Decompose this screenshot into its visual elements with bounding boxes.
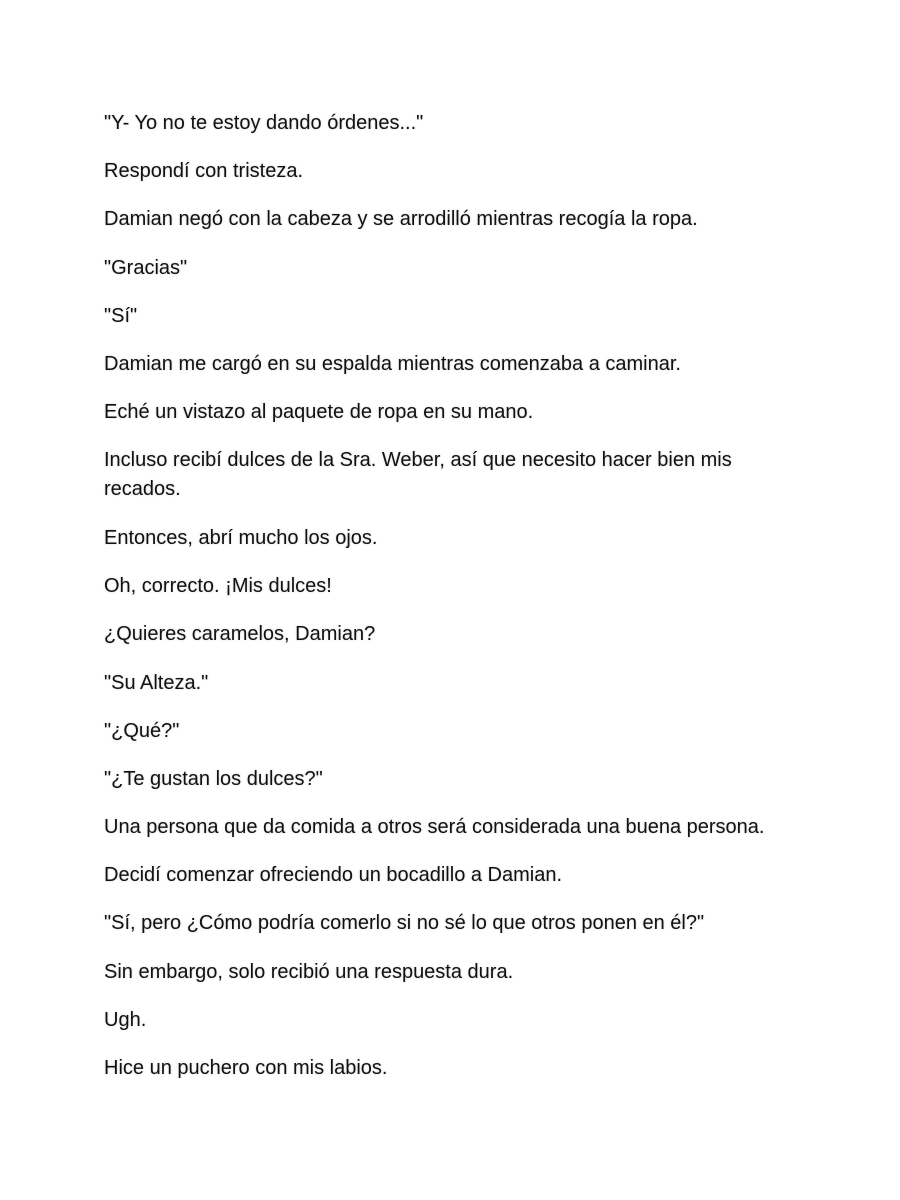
paragraph: Decidí comenzar ofreciendo un bocadillo a Damian. (104, 864, 563, 886)
paragraph: "¿Qué?" (104, 720, 180, 742)
paragraph: Incluso recibí dulces de la Sra. Weber, así que necesito hacer bien mis recados. (104, 449, 732, 500)
paragraph: "Sí, pero ¿Cómo podría comerlo si no sé lo que otros ponen en él?" (104, 912, 705, 934)
paragraph: "Gracias" (104, 257, 188, 279)
paragraph: Una persona que da comida a otros será considerada una buena persona. (104, 816, 765, 838)
paragraph: Hice un puchero con mis labios. (104, 1057, 388, 1079)
paragraph: Entonces, abrí mucho los ojos. (104, 527, 378, 549)
paragraph: "Su Alteza." (104, 672, 209, 694)
paragraph: "Y- Yo no te estoy dando órdenes..." (104, 112, 424, 134)
paragraph: Eché un vistazo al paquete de ropa en su mano. (104, 401, 534, 423)
paragraph: ¿Quieres caramelos, Damian? (104, 623, 376, 645)
paragraph: "Sí" (104, 305, 138, 327)
paragraph: Damian me cargó en su espalda mientras comenzaba a caminar. (104, 353, 681, 375)
paragraph: Oh, correcto. ¡Mis dulces! (104, 575, 332, 597)
paragraph: Sin embargo, solo recibió una respuesta dura. (104, 961, 514, 983)
paragraph: "¿Te gustan los dulces?" (104, 768, 323, 790)
paragraph: Ugh. (104, 1009, 147, 1031)
paragraph: Respondí con tristeza. (104, 160, 303, 182)
paragraph: Damian negó con la cabeza y se arrodilló mientras recogía la ropa. (104, 208, 698, 230)
